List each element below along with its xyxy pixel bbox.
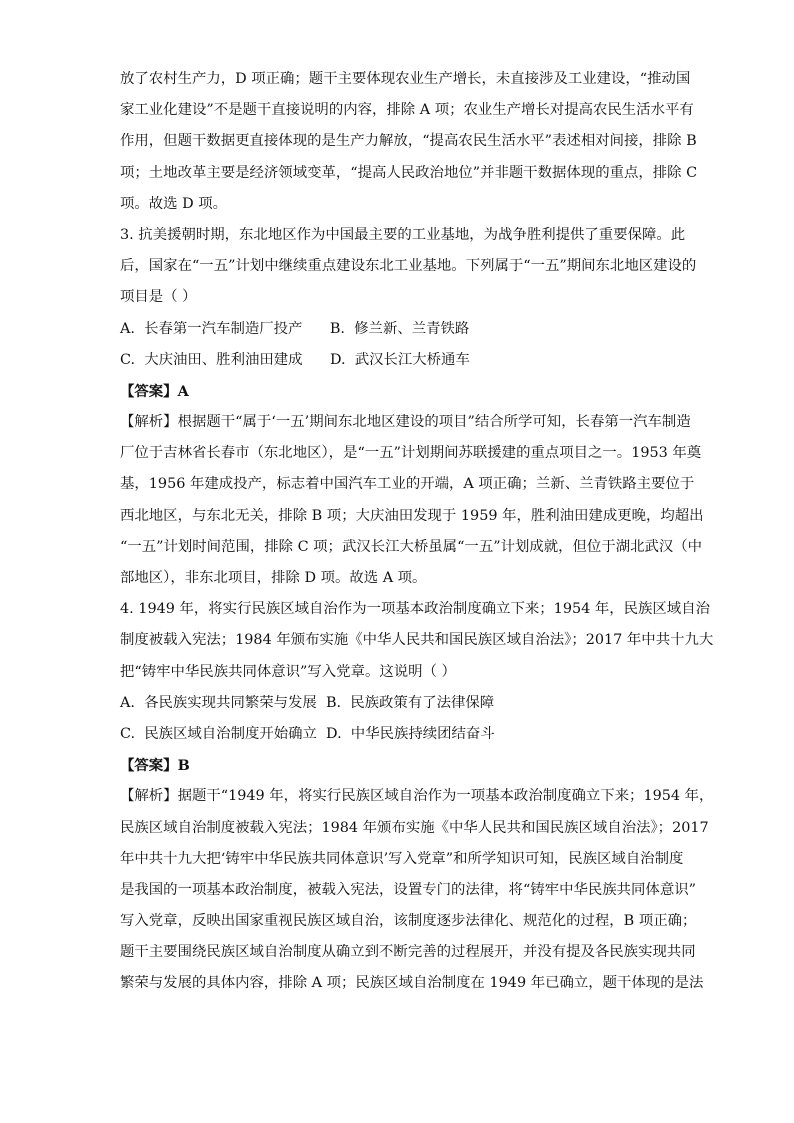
question-3-analysis: 部地区），非东北项目，排除 D 项。故选 A 项。 [120,570,427,586]
question-3-analysis: “一五”计划时间范围，排除 C 项；武汉长江大桥虽属“一五”计划成就，但位于湖北武汉（中 [120,538,703,555]
question-3-analysis: 厂位于吉林省长春市（东北地区），是“一五”计划期间苏联援建的重点项目之一。1953 年奠 [120,445,702,462]
question-3-analysis: 西北地区，与东北无关，排除 B 项；大庆油田发现于 1959 年，胜利油田建成更晚，均超出 [120,507,704,524]
question-3-analysis: 基，1956 年建成投产，标志着中国汽车工业的开端，A 项正确；兰新、兰青铁路主要位于 [120,476,695,493]
question-3-analysis: 【解析】根据题干“属于‘一五’期间东北地区建设的项目”结合所学可知，长春第一汽车制造 [120,414,691,431]
question-4-stem: 把“铸牢中华民族共同体意识”写入党章。这说明（ ） [120,663,456,680]
question-3-stem: 后，国家在“一五”计划中继续重点建设东北工业基地。下列属于“一五”期间东北地区建设的 [120,258,697,275]
question-4-analysis: 繁荣与发展的具体内容，排除 A 项；民族区域自治制度在 1949 年已确立，题干体现的是法 [120,975,704,992]
question-4-options-cd: C. 民族区域自治制度开始确立 D. 中华民族持续团结奋斗 [120,725,495,742]
question-4-options-ab: A. 各民族实现共同繁荣与发展 B. 民族政策有了法律保障 [120,694,495,711]
question-3-options-cd: C. 大庆油田、胜利油田建成 D. 武汉长江大桥通车 [120,351,470,368]
text-line: 项。故选 D 项。 [120,195,228,212]
question-4-analysis: 写入党章，反映出国家重视民族区域自治，该制度逐步法律化、规范化的过程，B 项正确； [120,913,697,930]
text-line: 家工业化建设”不是题干直接说明的内容，排除 A 项；农业生产增长对提高农民生活水平有 [120,102,694,119]
text-line: 项；土地改革主要是经济领域变革，“提高人民政治地位”并非题干数据体现的重点，排除 C [120,164,698,181]
document-page [120,64,714,1000]
question-4-analysis: 是我国的一项基本政治制度，被载入宪法，设置专门的法律，将“铸牢中华民族共同体意识” [120,881,696,898]
question-4-analysis: 题干主要围绕民族区域自治制度从确立到不断完善的过程展开，并没有提及各民族实现共同 [120,944,696,961]
question-4-stem: 制度被载入宪法；1984 年颁布实施《中华人民共和国民族区域自治法》；2017 年中共十九大 [120,632,714,649]
question-3-stem: 项目是（ ） [120,289,197,306]
question-3-stem: 3. 抗美援朝时期，东北地区作为中国最主要的工业基地，为战争胜利提供了重要保障。此 [120,226,686,243]
question-3-answer: 【答案】A [120,382,189,400]
question-4-stem: 4. 1949 年，将实行民族区域自治作为一项基本政治制度确立下来；1954 年，民族区域自治 [120,601,710,618]
text-line: 作用，但题干数据更直接体现的是生产力解放，“提高农民生活水平”表述相对间接，排除 B [120,133,697,150]
question-3-options-ab: A. 长春第一汽车制造厂投产 B. 修兰新、兰青铁路 [120,320,470,337]
question-4-analysis: 民族区域自治制度被载入宪法；1984 年颁布实施《中华人民共和国民族区域自治法》；2017 [120,819,709,836]
question-4-answer: 【答案】B [120,757,190,775]
question-4-analysis: 【解析】据题干“1949 年，将实行民族区域自治作为一项基本政治制度确立下来；1954 年， [120,788,714,805]
question-4-analysis: 年中共十九大把‘铸牢中华民族共同体意识’写入党章”和所学知识可知，民族区域自治制度 [120,850,684,867]
text-line: 放了农村生产力，D 项正确；题干主要体现农业生产增长，未直接涉及工业建设，“推动国 [120,71,691,87]
